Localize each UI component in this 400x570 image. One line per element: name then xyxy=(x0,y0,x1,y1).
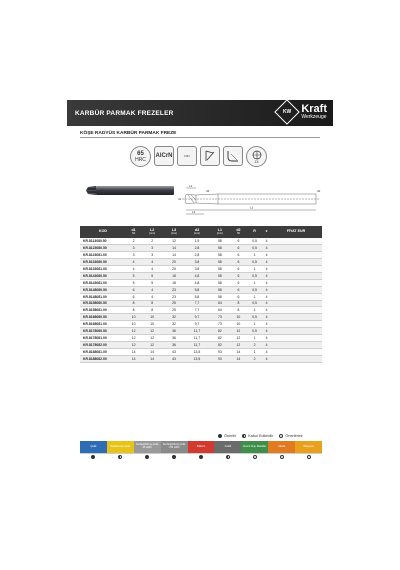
price-cell xyxy=(270,272,322,279)
table-cell: 14 xyxy=(163,245,185,252)
table-cell: 4 xyxy=(263,341,270,348)
table-cell: 3 xyxy=(141,245,163,252)
table-cell: 6 xyxy=(231,266,246,273)
price-cell xyxy=(270,328,322,335)
table-cell: 12 xyxy=(126,328,141,335)
table-cell: 7,7 xyxy=(185,307,209,314)
helix-angle-icon xyxy=(200,146,220,166)
table-cell: 58 xyxy=(209,279,231,286)
price-cell xyxy=(270,259,322,266)
table-row xyxy=(80,259,322,266)
table-cell: 8 xyxy=(126,300,141,307)
table-cell: 25 xyxy=(163,307,185,314)
price-cell xyxy=(270,355,322,362)
table-cell: 4,8 xyxy=(185,272,209,279)
table-cell: 58 xyxy=(209,245,231,252)
material-column xyxy=(107,441,134,461)
material-column xyxy=(134,441,161,461)
table-cell: 4 xyxy=(263,348,270,355)
table-cell: 14 xyxy=(126,348,141,355)
table-cell: 18 xyxy=(163,272,185,279)
table-cell: 8 xyxy=(231,307,246,314)
table-cell: 1 xyxy=(246,307,263,314)
table-cell: 43 xyxy=(163,348,185,355)
table-cell: 4 xyxy=(263,272,270,279)
table-cell: 4 xyxy=(263,307,270,314)
material-label: Paslanmaz Çelik xyxy=(107,441,134,453)
material-label: Döküm xyxy=(188,441,215,453)
table-cell: 12 xyxy=(231,328,246,335)
label-d1: d1 xyxy=(178,197,182,201)
table-cell: 14 xyxy=(163,252,185,259)
table-cell: 11,7 xyxy=(185,341,209,348)
table-cell: 12 xyxy=(163,238,185,245)
table-cell: 2 xyxy=(246,355,263,362)
table-cell: 8 xyxy=(231,300,246,307)
table-cell: 58 xyxy=(209,238,231,245)
table-cell: 58 xyxy=(209,272,231,279)
column-header: d3 (mm) xyxy=(185,226,209,238)
subtitle-divider xyxy=(80,137,320,138)
legend-recommended: Önerilir xyxy=(218,434,236,438)
material-column xyxy=(241,441,268,461)
suitability-ring-icon xyxy=(253,455,257,459)
table-cell: 3 xyxy=(126,252,141,259)
table-cell: 13,5 xyxy=(185,355,209,362)
column-header: z xyxy=(263,226,270,238)
table-cell: 11,7 xyxy=(185,328,209,335)
table-row xyxy=(80,286,322,293)
product-code: KR.8178082.00 xyxy=(80,341,126,348)
material-label: Demir Dışı Metaller xyxy=(241,441,268,453)
table-row xyxy=(80,307,322,314)
table-cell: 5 xyxy=(126,272,141,279)
column-header: d1 h6 xyxy=(126,226,141,238)
product-code: KR.8158081.00 xyxy=(80,307,126,314)
table-cell: 3,8 xyxy=(185,259,209,266)
price-cell xyxy=(270,307,322,314)
table-cell: 4 xyxy=(263,293,270,300)
table-body xyxy=(80,238,322,362)
table-cell: 4,8 xyxy=(185,279,209,286)
product-code: KR.8133080.50 xyxy=(80,259,126,266)
label-d2: d2 xyxy=(317,189,321,193)
table-cell: 11,7 xyxy=(185,334,209,341)
table-cell: 10 xyxy=(126,314,141,321)
product-code: KR.8143081.00 xyxy=(80,279,126,286)
table-cell: 12 xyxy=(231,334,246,341)
table-cell: 2 xyxy=(246,341,263,348)
logo-sub-text: Werkzeuge xyxy=(301,114,327,120)
table-cell: 14 xyxy=(141,355,163,362)
product-code: KR.8188082.00 xyxy=(80,355,126,362)
page-title: KARBÜR PARMAK FREZELER xyxy=(75,109,174,117)
price-cell xyxy=(270,341,322,348)
table-cell: 1,9 xyxy=(185,238,209,245)
flutes-icon: Z4 xyxy=(246,146,267,167)
table-cell: 6 xyxy=(231,293,246,300)
ring-dot-icon xyxy=(279,434,283,438)
table-cell: 5,8 xyxy=(185,293,209,300)
table-cell: 4 xyxy=(263,328,270,335)
table-row xyxy=(80,355,322,362)
coating-icon: AlCrN xyxy=(154,146,174,166)
column-header: L3 (mm) xyxy=(163,226,185,238)
table-cell: 5 xyxy=(141,279,163,286)
table-cell: 4 xyxy=(263,355,270,362)
product-code: KR.8168081.00 xyxy=(80,321,126,328)
label-L1: L1 xyxy=(250,205,254,210)
suitability-half-icon xyxy=(226,455,230,459)
table-cell: 0,5 xyxy=(246,286,263,293)
table-cell: 6 xyxy=(231,279,246,286)
table-cell: 4 xyxy=(263,334,270,341)
table-cell: 14 xyxy=(231,348,246,355)
table-cell: 0,5 xyxy=(246,259,263,266)
product-code: KR.8123081.00 xyxy=(80,252,126,259)
table-cell: 4 xyxy=(263,266,270,273)
table-cell: 82 xyxy=(209,334,231,341)
table-cell: 1 xyxy=(246,293,263,300)
table-cell: 58 xyxy=(209,252,231,259)
table-cell: 10 xyxy=(231,321,246,328)
price-cell xyxy=(270,348,322,355)
product-code: KR.8188081.00 xyxy=(80,348,126,355)
table-cell: 93 xyxy=(209,348,231,355)
table-cell: 4 xyxy=(263,279,270,286)
table-cell: 58 xyxy=(209,286,231,293)
table-cell: 14 xyxy=(141,348,163,355)
table-cell: 10 xyxy=(231,314,246,321)
product-table xyxy=(80,226,322,363)
table-cell: 25 xyxy=(163,300,185,307)
table-cell: 73 xyxy=(209,314,231,321)
table-cell: 4 xyxy=(263,314,270,321)
table-cell: 4 xyxy=(263,238,270,245)
material-column xyxy=(161,441,188,461)
table-cell: 36 xyxy=(163,334,185,341)
table-cell: 82 xyxy=(209,341,231,348)
price-cell xyxy=(270,279,322,286)
price-cell xyxy=(270,266,322,273)
price-cell xyxy=(270,314,322,321)
table-cell: 20 xyxy=(163,259,185,266)
table-cell: 18 xyxy=(163,279,185,286)
material-label: Sertleştirilmiş Çelik >55 HRC xyxy=(161,441,188,453)
suitability-full-icon xyxy=(91,455,95,459)
table-cell: 9,7 xyxy=(185,314,209,321)
table-cell: 8 xyxy=(141,307,163,314)
table-row xyxy=(80,252,322,259)
table-row xyxy=(80,238,322,245)
table-cell: 93 xyxy=(209,355,231,362)
table-cell: 4 xyxy=(263,252,270,259)
table-row xyxy=(80,245,322,252)
corner-radius-icon xyxy=(223,146,243,166)
table-cell: 2 xyxy=(141,238,163,245)
table-cell: 12 xyxy=(126,341,141,348)
product-code: KR.8113080.50 xyxy=(80,238,126,245)
product-code: KR.8123080.50 xyxy=(80,245,126,252)
material-column xyxy=(214,441,241,461)
price-cell xyxy=(270,252,322,259)
table-cell: 0,5 xyxy=(246,300,263,307)
table-cell: 5 xyxy=(126,279,141,286)
table-row xyxy=(80,334,322,341)
material-label: Çelik xyxy=(80,441,107,453)
table-cell: 3 xyxy=(141,252,163,259)
table-cell: 1 xyxy=(246,279,263,286)
suitability-full-icon xyxy=(172,455,176,459)
table-cell: 12 xyxy=(141,334,163,341)
legend-acceptable: Kabul Edilebilir xyxy=(242,434,273,438)
table-cell: 3 xyxy=(126,245,141,252)
table-row xyxy=(80,300,322,307)
table-cell: 3,8 xyxy=(185,266,209,273)
table-cell: 2 xyxy=(126,238,141,245)
table-cell: 23 xyxy=(163,293,185,300)
table-cell: 6 xyxy=(126,293,141,300)
din-standard-icon: DIN xyxy=(177,146,197,166)
table-header-row xyxy=(80,226,322,238)
kraft-logo xyxy=(278,103,327,121)
price-cell xyxy=(270,334,322,341)
table-cell: 12 xyxy=(141,341,163,348)
material-suitability-strip xyxy=(80,441,322,461)
material-label: Titanyum xyxy=(295,441,322,453)
table-cell: 73 xyxy=(209,321,231,328)
table-cell: 1 xyxy=(246,266,263,273)
product-code: KR.8133081.00 xyxy=(80,266,126,273)
table-cell: 0,5 xyxy=(246,238,263,245)
table-cell: 20 xyxy=(163,266,185,273)
table-cell: 2,8 xyxy=(185,252,209,259)
table-cell: 4 xyxy=(141,286,163,293)
suitability-ring-icon xyxy=(280,455,284,459)
table-cell: 4 xyxy=(263,245,270,252)
material-label: Inkola xyxy=(268,441,295,453)
table-cell: 0,5 xyxy=(246,314,263,321)
table-row xyxy=(80,279,322,286)
table-cell: 64 xyxy=(209,307,231,314)
suitability-half-icon xyxy=(118,455,122,459)
table-cell: 36 xyxy=(163,328,185,335)
material-column xyxy=(80,441,107,461)
full-dot-icon xyxy=(218,434,222,438)
table-cell: 6 xyxy=(231,238,246,245)
table-cell: 4 xyxy=(141,259,163,266)
table-cell: 4 xyxy=(141,266,163,273)
table-cell: 9,7 xyxy=(185,321,209,328)
table-cell: 2,8 xyxy=(185,245,209,252)
table-cell: 32 xyxy=(163,314,185,321)
label-L2: L2 xyxy=(189,184,193,188)
table-row xyxy=(80,266,322,273)
material-column xyxy=(295,441,322,461)
table-cell: 6 xyxy=(231,252,246,259)
half-dot-icon xyxy=(242,434,246,438)
material-column xyxy=(188,441,215,461)
table-row xyxy=(80,341,322,348)
hardness-icon: 65 HRC xyxy=(130,146,151,167)
table-cell: 5 xyxy=(141,272,163,279)
material-label: Sertleştirilmiş Çelik 45 HRC xyxy=(134,441,161,453)
column-header: L1 (mm) xyxy=(209,226,231,238)
table-row xyxy=(80,328,322,335)
material-column xyxy=(268,441,295,461)
table-cell: 6 xyxy=(231,286,246,293)
table-cell: 64 xyxy=(209,300,231,307)
suitability-legend xyxy=(218,434,303,438)
table-cell: 12 xyxy=(126,334,141,341)
table-row xyxy=(80,293,322,300)
table-cell: 4 xyxy=(126,259,141,266)
table-cell: 10 xyxy=(141,321,163,328)
table-cell: 1 xyxy=(246,321,263,328)
section-subtitle: KÖŞE RADYÜS KARBÜR PARMAK FREZE xyxy=(80,131,177,136)
column-header: KOD xyxy=(80,226,126,238)
product-code: KR.8158080.50 xyxy=(80,300,126,307)
column-header: d2 h6 xyxy=(231,226,246,238)
material-label: Grafit xyxy=(214,441,241,453)
suitability-full-icon xyxy=(145,455,149,459)
table-cell: 1 xyxy=(246,252,263,259)
table-cell: 12 xyxy=(231,341,246,348)
table-cell: 32 xyxy=(163,321,185,328)
column-header: L2 (mm) xyxy=(141,226,163,238)
table-cell: 4 xyxy=(263,300,270,307)
product-code: KR.8178081.00 xyxy=(80,334,126,341)
table-cell: 14 xyxy=(126,355,141,362)
price-cell xyxy=(270,293,322,300)
product-code: KR.8148081.00 xyxy=(80,293,126,300)
label-d3: d3 xyxy=(206,189,210,193)
product-code: KR.8168080.50 xyxy=(80,314,126,321)
table-cell: 0,5 xyxy=(246,245,263,252)
table-cell: 43 xyxy=(163,355,185,362)
table-cell: 6 xyxy=(231,245,246,252)
table-cell: 0,5 xyxy=(246,272,263,279)
product-code: KR.8148080.50 xyxy=(80,286,126,293)
table-cell: 5,8 xyxy=(185,286,209,293)
suitability-full-icon xyxy=(199,455,203,459)
price-cell xyxy=(270,286,322,293)
table-cell: 10 xyxy=(141,314,163,321)
table-cell: 1 xyxy=(246,334,263,341)
table-cell: 58 xyxy=(209,293,231,300)
table-cell: 6 xyxy=(231,259,246,266)
table-cell: 4 xyxy=(263,286,270,293)
table-cell: 12 xyxy=(141,328,163,335)
table-cell: 6 xyxy=(126,286,141,293)
tool-drawing xyxy=(78,178,322,222)
price-cell xyxy=(270,300,322,307)
table-cell: 58 xyxy=(209,259,231,266)
price-cell xyxy=(270,245,322,252)
table-cell: 23 xyxy=(163,286,185,293)
table-cell: 8 xyxy=(126,307,141,314)
table-row xyxy=(80,272,322,279)
suitability-ring-icon xyxy=(307,455,311,459)
feature-icons xyxy=(130,146,267,167)
label-L3: L3 xyxy=(192,210,196,214)
table-row xyxy=(80,348,322,355)
price-cell xyxy=(270,321,322,328)
header-bar xyxy=(67,100,333,126)
price-cell xyxy=(270,238,322,245)
table-cell: 10 xyxy=(126,321,141,328)
table-cell: 58 xyxy=(209,266,231,273)
legend-not-recommended: Önerilmez xyxy=(279,434,302,438)
product-code: KR.8178080.50 xyxy=(80,328,126,335)
table-cell: 1 xyxy=(246,348,263,355)
table-cell: 36 xyxy=(163,341,185,348)
table-cell: 4 xyxy=(141,293,163,300)
table-row xyxy=(80,314,322,321)
table-cell: 0,5 xyxy=(246,328,263,335)
product-code: KR.8143080.50 xyxy=(80,272,126,279)
table-cell: 6 xyxy=(231,272,246,279)
table-cell: 8 xyxy=(141,300,163,307)
logo-badge-icon: KW xyxy=(275,99,300,124)
table-cell: 4 xyxy=(263,321,270,328)
table-cell: 82 xyxy=(209,328,231,335)
column-header: FİYAT EUR xyxy=(270,226,322,238)
table-cell: 7,7 xyxy=(185,300,209,307)
table-cell: 14 xyxy=(231,355,246,362)
table-row xyxy=(80,321,322,328)
table-cell: 13,5 xyxy=(185,348,209,355)
table-cell: 4 xyxy=(126,266,141,273)
column-header: R xyxy=(246,226,263,238)
logo-main-text: Kraft xyxy=(301,103,327,115)
table-cell: 4 xyxy=(263,259,270,266)
